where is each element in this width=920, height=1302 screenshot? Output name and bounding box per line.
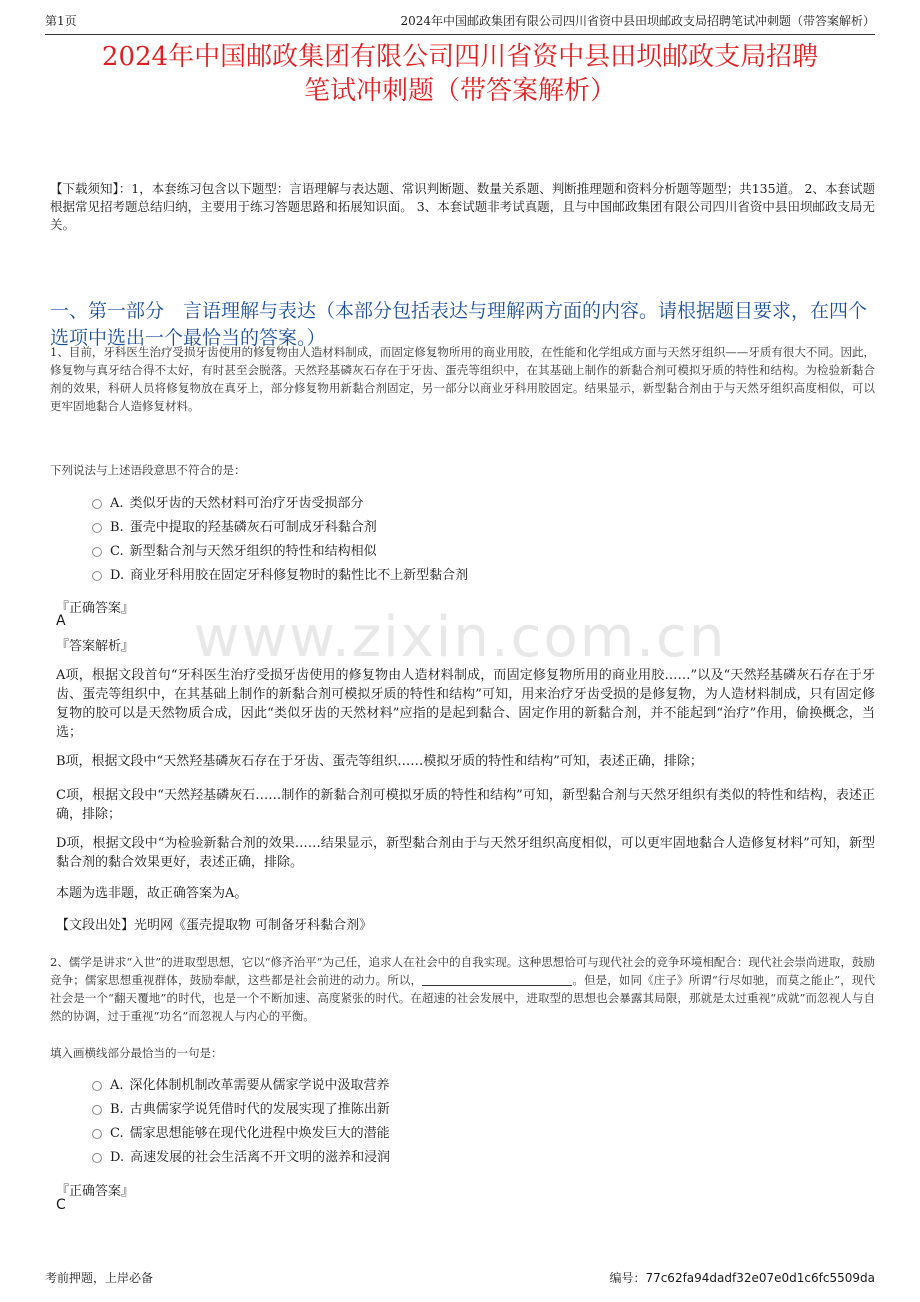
q1-option-c[interactable]: C. 新型黏合剂与天然牙组织的特性和结构相似 [92, 540, 468, 564]
section-heading: 一、第一部分 言语理解与表达（本部分包括表达与理解两方面的内容。请根据题目要求，在四个选项中选出一个最恰当的答案。） [50, 300, 868, 349]
radio-icon[interactable] [92, 523, 102, 533]
radio-icon[interactable] [92, 1129, 102, 1139]
question-2-stem: 2、儒学是讲求“入世”的进取型思想，它以“修齐治平”为己任，追求人在社会中的自我实现。这种思想恰可与现代社会的竞争环境相配合：现代社会崇尚进取，鼓励竞争；儒家思想重视群体，鼓励奉献，这些都是社会前进的动力。所以， 。但是，如同《庄子》所谓“行尽如驰，而莫之能止”，现代社会是一个“翻天覆地”的时代，也是一个不断加速、高度紧张的时代。在超速的社会发展中，进取型的思想也会暴露其局限，那就是太过重视“成就”而忽视人与自然的协调，过于重视“功名”而忽视人与内心的平衡。 [50, 955, 875, 1023]
q1-option-b[interactable]: B. 蛋壳中提取的羟基磷灰石可制成牙科黏合剂 [92, 516, 468, 540]
download-notice: 【下载须知】：1，本套练习包含以下题型：言语理解与表达题、常识判断题、数量关系题、判断推理题和资料分析题等题型；共135道。 2、本套试题根据常见招考题总结归纳，主要用于练习答题思路和拓展知识面。 3、本套试题非考试真题，且与中国邮政集团有限公司四川省资中县田坝邮政支局无关。 [50, 181, 875, 232]
title-line-1: 2024年中国邮政集团有限公司四川省资中县田坝邮政支局招聘 [101, 42, 819, 72]
q2-option-b[interactable]: B. 古典儒家学说凭借时代的发展实现了推陈出新 [92, 1098, 390, 1122]
question-1-options [92, 492, 468, 588]
radio-icon[interactable] [92, 1105, 102, 1115]
q1-analysis-label: 『答案解析』 [56, 639, 135, 654]
q1-source: 【文段出处】光明网《蛋壳提取物 可制备牙科黏合剂》 [56, 918, 373, 933]
question-1-prompt: 下列说法与上述语段意思不符合的是： [50, 463, 246, 477]
q2-answer: C [56, 1197, 66, 1213]
q1-conclusion: 本题为选非题，故正确答案为A。 [56, 886, 248, 901]
watermark: www.zixin.com.cn [193, 605, 727, 670]
document-title [40, 40, 880, 108]
footer-slogan: 考前押题，上岸必备 [45, 1271, 154, 1285]
page-number: 第1页 [45, 14, 77, 28]
question-1-stem: 1、目前，牙科医生治疗受损牙齿使用的修复物由人造材料制成，而固定修复物所用的商业用胶，在性能和化学组成方面与天然牙组织——牙质有很大不同。因此，修复物与真牙结合得不太好，有时甚至会脱落。天然羟基磷灰石存在于牙齿、蛋壳等组织中，在其基础上制作的新黏合剂可模拟牙质的特性和结构。为检验新黏合剂的效果，科研人员将修复物放在真牙上，部分修复物用新黏合剂固定，另一部分以商业牙科用胶固定。结果显示，新型黏合剂由于与天然牙组织高度相似，可以更牢固地黏合人造修复材料。 [50, 345, 875, 413]
q2-option-a[interactable]: A. 深化体制机制改革需要从儒家学说中汲取营养 [92, 1074, 390, 1098]
header-doc-title: 2024年中国邮政集团有限公司四川省资中县田坝邮政支局招聘笔试冲刺题（带答案解析） [400, 14, 875, 28]
footer-doc-id: 编号：77c62fa94dadf32e07e0d1c6fc5509da [609, 1271, 875, 1285]
title-line-2: 笔试冲刺题（带答案解析） [303, 76, 616, 106]
q1-analysis-d: D项，根据文段中“为检验新黏合剂的效果……结果显示，新型黏合剂由于与天然牙组织高度相似，可以更牢固地黏合人造修复材料”可知，新型黏合剂的黏合效果更好，表述正确，排除。 [56, 836, 875, 870]
radio-icon[interactable] [92, 1081, 102, 1091]
q1-analysis-c: C项，根据文段中“天然羟基磷灰石……制作的新黏合剂可模拟牙质的特性和结构”可知，新型黏合剂与天然牙组织有类似的特性和结构，表述正确，排除； [56, 788, 875, 822]
page-header [45, 10, 875, 35]
radio-icon[interactable] [92, 499, 102, 509]
radio-icon[interactable] [92, 571, 102, 581]
q2-option-d[interactable]: D. 高速发展的社会生活离不开文明的滋养和浸润 [92, 1146, 390, 1170]
q1-analysis-a: A项，根据文段首句“牙科医生治疗受损牙齿使用的修复物由人造材料制成，而固定修复物所用的商业用胶……”以及“天然羟基磷灰石存在于牙齿、蛋壳等组织中，在其基础上制作的新黏合剂可模拟牙质的特性和结构”可知，用来治疗牙齿受损的是修复物，为人造材料制成，只有固定修复物的胶可以是天然物质合成，因此“类似牙齿的天然材料”应指的是起到黏合、固定作用的新黏合剂，并不能起到“治疗”作用，偷换概念，当选； [56, 668, 875, 740]
question-2-options [92, 1074, 390, 1170]
q1-option-d[interactable]: D. 商业牙科用胶在固定牙科修复物时的黏性比不上新型黏合剂 [92, 564, 468, 588]
q1-answer: A [56, 613, 66, 629]
q1-answer-label: 『正确答案』 [56, 601, 135, 616]
radio-icon[interactable] [92, 547, 102, 557]
q1-analysis-b: B项，根据文段中“天然羟基磷灰石存在于牙齿、蛋壳等组织……模拟牙质的特性和结构”可知，表述正确，排除； [56, 754, 703, 769]
q2-answer-label: 『正确答案』 [56, 1184, 135, 1199]
radio-icon[interactable] [92, 1153, 102, 1163]
question-2-prompt: 填入画横线部分最恰当的一句是： [50, 1046, 223, 1060]
q2-option-c[interactable]: C. 儒家思想能够在现代化进程中焕发巨大的潜能 [92, 1122, 390, 1146]
fill-blank-line [422, 973, 572, 986]
q1-option-a[interactable]: A. 类似牙齿的天然材料可治疗牙齿受损部分 [92, 492, 468, 516]
